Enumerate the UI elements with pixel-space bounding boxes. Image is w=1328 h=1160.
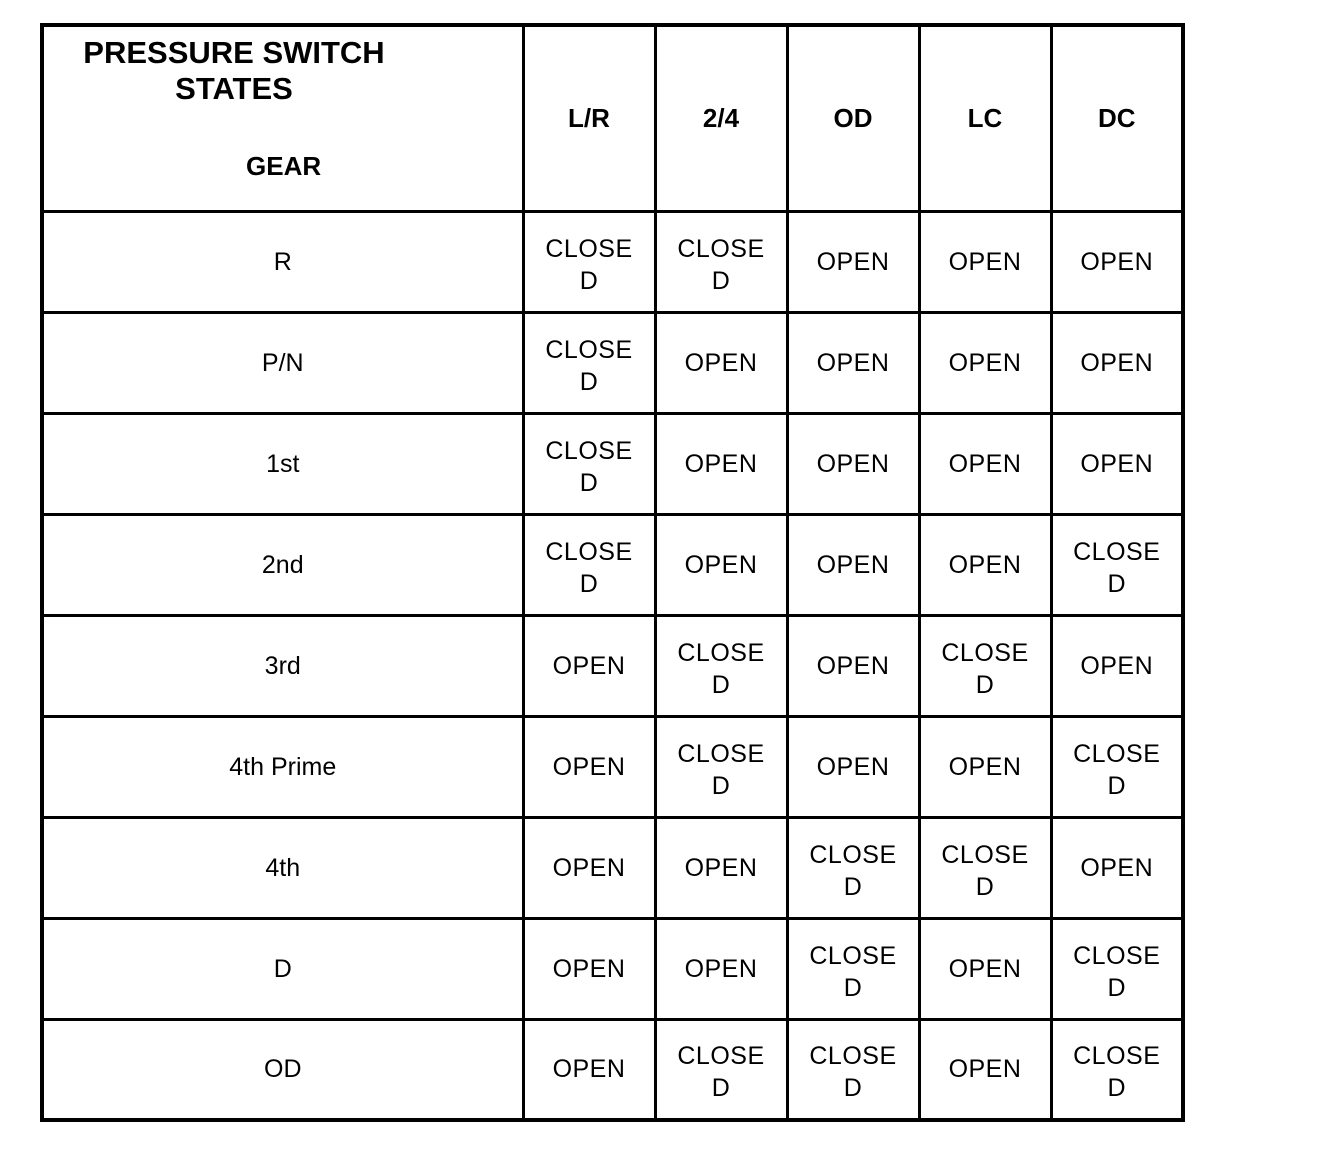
- switch-state-value: OPEN: [1080, 247, 1154, 276]
- switch-state-value: OPEN: [948, 550, 1022, 579]
- pressure-switch-table: [40, 23, 1185, 1122]
- switch-state-cell-dc: [1051, 514, 1183, 615]
- switch-state-cell-lc: [919, 716, 1051, 817]
- switch-state-cell-dc: [1051, 716, 1183, 817]
- switch-state-value: CLOSED: [1073, 1042, 1161, 1103]
- switch-state-value: CLOSED: [677, 739, 765, 800]
- switch-state-cell-lr: [523, 514, 655, 615]
- switch-state-value: OPEN: [552, 752, 626, 781]
- switch-state-value: OPEN: [1080, 651, 1154, 680]
- switch-state-value: CLOSED: [809, 840, 897, 901]
- switch-state-cell-24: [655, 615, 787, 716]
- switch-state-value: OPEN: [948, 1055, 1022, 1084]
- switch-state-cell-od: [787, 615, 919, 716]
- switch-state-value: CLOSED: [677, 234, 765, 295]
- table-row: [42, 413, 1183, 514]
- switch-state-cell-lc: [919, 615, 1051, 716]
- switch-state-cell-od: [787, 1019, 919, 1120]
- switch-state-cell-lc: [919, 918, 1051, 1019]
- table-title: PRESSURE SWITCH STATES: [83, 35, 385, 106]
- switch-state-cell-lc: [919, 211, 1051, 312]
- table-row: [42, 312, 1183, 413]
- switch-state-cell-lr: [523, 211, 655, 312]
- corner-header-cell: [42, 25, 523, 211]
- switch-state-value: OPEN: [552, 954, 626, 983]
- switch-state-value: OPEN: [684, 954, 758, 983]
- switch-state-cell-lr: [523, 312, 655, 413]
- switch-state-value: CLOSED: [941, 840, 1029, 901]
- table-row: [42, 716, 1183, 817]
- switch-state-value: OPEN: [948, 449, 1022, 478]
- switch-state-value: OPEN: [684, 348, 758, 377]
- switch-state-value: OPEN: [1080, 853, 1154, 882]
- switch-state-value: OPEN: [684, 853, 758, 882]
- header-row: [42, 25, 1183, 211]
- switch-state-value: CLOSED: [545, 436, 633, 497]
- gear-cell: 1st: [42, 413, 523, 514]
- switch-state-value: OPEN: [816, 752, 890, 781]
- gear-cell: D: [42, 918, 523, 1019]
- table-row: [42, 211, 1183, 312]
- gear-cell: 4th: [42, 817, 523, 918]
- switch-state-cell-24: [655, 211, 787, 312]
- gear-cell: 2nd: [42, 514, 523, 615]
- switch-state-value: OPEN: [948, 247, 1022, 276]
- switch-state-cell-od: [787, 918, 919, 1019]
- switch-state-cell-lc: [919, 1019, 1051, 1120]
- column-header-24: 2/4: [655, 25, 787, 211]
- switch-state-cell-dc: [1051, 918, 1183, 1019]
- switch-state-value: OPEN: [948, 752, 1022, 781]
- column-header-dc: DC: [1051, 25, 1183, 211]
- switch-state-cell-lc: [919, 817, 1051, 918]
- switch-state-value: CLOSED: [545, 537, 633, 598]
- switch-state-value: OPEN: [816, 651, 890, 680]
- switch-state-cell-dc: [1051, 413, 1183, 514]
- switch-state-value: OPEN: [1080, 348, 1154, 377]
- switch-state-cell-dc: [1051, 312, 1183, 413]
- gear-column-label: GEAR: [246, 151, 322, 181]
- switch-state-cell-24: [655, 716, 787, 817]
- switch-state-cell-lc: [919, 312, 1051, 413]
- switch-state-cell-24: [655, 817, 787, 918]
- column-header-od: OD: [787, 25, 919, 211]
- switch-state-value: CLOSED: [545, 335, 633, 396]
- switch-state-cell-dc: [1051, 1019, 1183, 1120]
- switch-state-cell-lr: [523, 918, 655, 1019]
- table-row: [42, 918, 1183, 1019]
- switch-state-value: CLOSED: [677, 638, 765, 699]
- switch-state-cell-od: [787, 817, 919, 918]
- gear-cell: OD: [42, 1019, 523, 1120]
- switch-state-value: CLOSED: [677, 1042, 765, 1103]
- switch-state-cell-24: [655, 312, 787, 413]
- gear-cell: R: [42, 211, 523, 312]
- switch-state-value: OPEN: [816, 348, 890, 377]
- switch-state-value: OPEN: [948, 954, 1022, 983]
- switch-state-value: OPEN: [684, 449, 758, 478]
- switch-state-cell-lr: [523, 413, 655, 514]
- table-row: [42, 817, 1183, 918]
- switch-state-cell-od: [787, 413, 919, 514]
- column-header-lr: L/R: [523, 25, 655, 211]
- switch-state-cell-24: [655, 514, 787, 615]
- switch-state-value: CLOSED: [1073, 739, 1161, 800]
- switch-state-cell-od: [787, 211, 919, 312]
- switch-state-cell-lr: [523, 1019, 655, 1120]
- switch-state-cell-od: [787, 716, 919, 817]
- switch-state-value: OPEN: [816, 550, 890, 579]
- switch-state-value: OPEN: [552, 651, 626, 680]
- switch-state-value: CLOSED: [809, 1042, 897, 1103]
- switch-state-cell-24: [655, 918, 787, 1019]
- switch-state-cell-dc: [1051, 817, 1183, 918]
- switch-state-value: OPEN: [552, 1055, 626, 1084]
- switch-state-cell-od: [787, 312, 919, 413]
- switch-state-cell-lr: [523, 817, 655, 918]
- switch-state-value: OPEN: [948, 348, 1022, 377]
- switch-state-value: CLOSED: [545, 234, 633, 295]
- switch-state-cell-24: [655, 1019, 787, 1120]
- switch-state-value: CLOSED: [1073, 941, 1161, 1002]
- switch-state-value: OPEN: [552, 853, 626, 882]
- switch-state-cell-lc: [919, 514, 1051, 615]
- table-row: [42, 514, 1183, 615]
- switch-state-value: CLOSED: [941, 638, 1029, 699]
- switch-state-value: CLOSED: [809, 941, 897, 1002]
- column-header-lc: LC: [919, 25, 1051, 211]
- switch-state-value: OPEN: [816, 449, 890, 478]
- switch-state-cell-24: [655, 413, 787, 514]
- table-row: [42, 615, 1183, 716]
- switch-state-cell-lc: [919, 413, 1051, 514]
- switch-state-cell-lr: [523, 615, 655, 716]
- gear-cell: 4th Prime: [42, 716, 523, 817]
- gear-cell: P/N: [42, 312, 523, 413]
- switch-state-value: OPEN: [1080, 449, 1154, 478]
- switch-state-value: OPEN: [816, 247, 890, 276]
- switch-state-cell-od: [787, 514, 919, 615]
- gear-cell: 3rd: [42, 615, 523, 716]
- switch-state-cell-lr: [523, 716, 655, 817]
- table-row: [42, 1019, 1183, 1120]
- switch-state-cell-dc: [1051, 211, 1183, 312]
- switch-state-cell-dc: [1051, 615, 1183, 716]
- table-body: [42, 211, 1183, 1120]
- switch-state-value: CLOSED: [1073, 537, 1161, 598]
- switch-state-value: OPEN: [684, 550, 758, 579]
